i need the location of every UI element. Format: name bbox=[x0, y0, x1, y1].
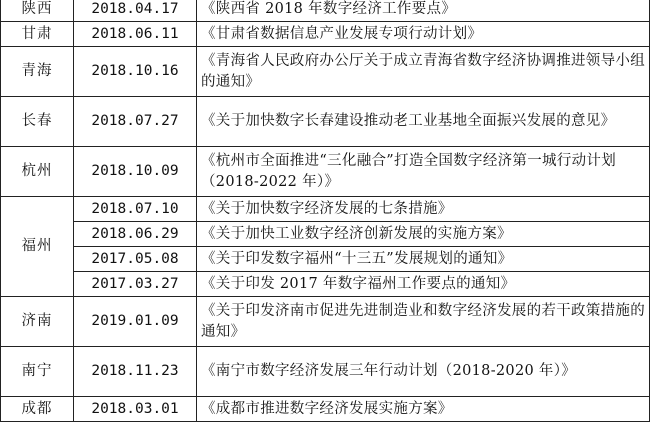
date-cell: 2018.10.09 bbox=[74, 147, 197, 197]
table-row bbox=[1, 0, 650, 22]
date-cell: 2018.07.10 bbox=[74, 197, 197, 222]
city-cell: 长春 bbox=[1, 97, 74, 147]
policy-title-cell: 《关于印发 2017 年数字福州工作要点的通知》 bbox=[197, 272, 650, 297]
date-cell: 2018.06.11 bbox=[74, 22, 197, 47]
date-cell: 2018.07.27 bbox=[74, 97, 197, 147]
table-row bbox=[1, 22, 650, 47]
date-cell: 2018.06.29 bbox=[74, 222, 197, 247]
city-cell: 杭州 bbox=[1, 147, 74, 197]
policy-title-cell: 《成都市推进数字经济发展实施方案》 bbox=[197, 397, 650, 422]
city-cell: 南宁 bbox=[1, 347, 74, 397]
date-cell: 2018.11.23 bbox=[74, 347, 197, 397]
table-row bbox=[1, 247, 650, 272]
policy-title-cell: 《关于印发数字福州“十三五”发展规划的通知》 bbox=[197, 247, 650, 272]
city-cell: 甘肃 bbox=[1, 22, 74, 47]
policy-title-cell: 《南宁市数字经济发展三年行动计划（2018-2020 年）》 bbox=[197, 347, 650, 397]
date-cell: 2018.03.01 bbox=[74, 397, 197, 422]
city-cell: 济南 bbox=[1, 297, 74, 347]
city-cell: 青海 bbox=[1, 47, 74, 97]
city-cell: 陕西 bbox=[1, 0, 74, 22]
policy-title-cell: 《关于印发济南市促进先进制造业和数字经济发展的若干政策措施的通知》 bbox=[197, 297, 650, 347]
date-cell: 2018.10.16 bbox=[74, 47, 197, 97]
policy-title-cell: 《甘肃省数据信息产业发展专项行动计划》 bbox=[197, 22, 650, 47]
policy-title-cell: 《陕西省 2018 年数字经济工作要点》 bbox=[197, 0, 650, 22]
date-cell: 2017.05.08 bbox=[74, 247, 197, 272]
date-cell: 2018.04.17 bbox=[74, 0, 197, 22]
table-row bbox=[1, 47, 650, 97]
city-cell: 成都 bbox=[1, 397, 74, 422]
table-row bbox=[1, 222, 650, 247]
table-row bbox=[1, 297, 650, 347]
table-row bbox=[1, 197, 650, 222]
table-row bbox=[1, 97, 650, 147]
table-row bbox=[1, 347, 650, 397]
date-cell: 2017.03.27 bbox=[74, 272, 197, 297]
city-cell: 福州 bbox=[1, 197, 74, 297]
policy-title-cell: 《杭州市全面推进“三化融合”打造全国数字经济第一城行动计划（2018-2022 年）》 bbox=[197, 147, 650, 197]
policy-title-cell: 《青海省人民政府办公厅关于成立青海省数字经济协调推进领导小组的通知》 bbox=[197, 47, 650, 97]
date-cell: 2019.01.09 bbox=[74, 297, 197, 347]
policy-title-cell: 《关于加快数字长春建设推动老工业基地全面振兴发展的意见》 bbox=[197, 97, 650, 147]
policy-title-cell: 《关于加快数字经济发展的七条措施》 bbox=[197, 197, 650, 222]
table-row bbox=[1, 272, 650, 297]
table-row bbox=[1, 397, 650, 422]
table-row bbox=[1, 147, 650, 197]
policy-title-cell: 《关于加快工业数字经济创新发展的实施方案》 bbox=[197, 222, 650, 247]
